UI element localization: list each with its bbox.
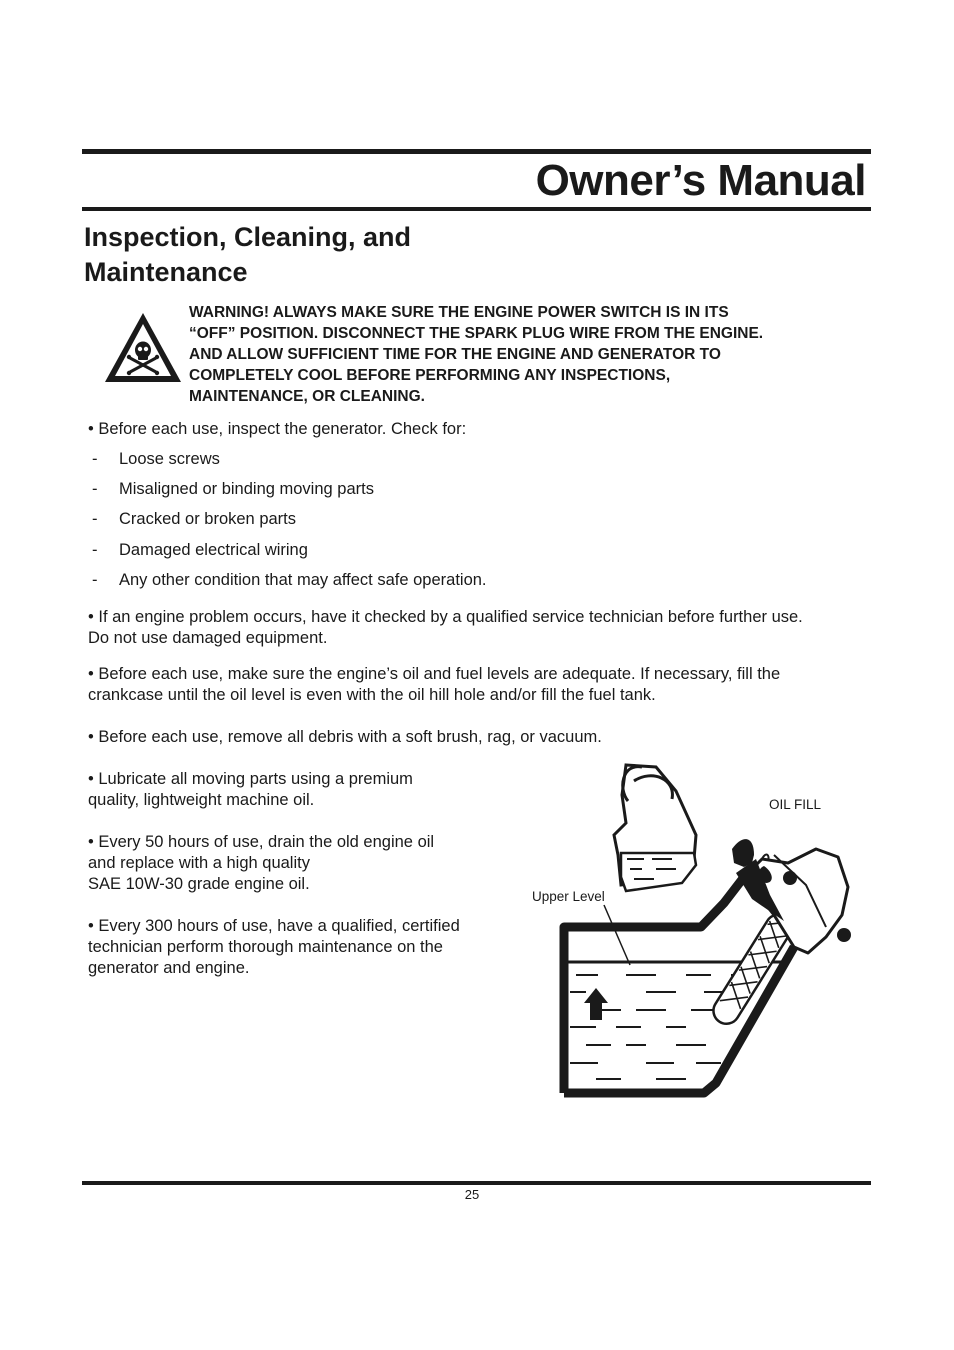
bullet-300-hours: • Every 300 hours of use, have a qualified, certified technician perform thorough maintenance on the generator and engine. — [88, 917, 460, 977]
list-item: - Any other condition that may affect safe operation. — [92, 570, 487, 600]
list-item: - Damaged electrical wiring — [92, 540, 487, 570]
bullet-lubricate: • Lubricate all moving parts using a premium quality, lightweight machine oil. — [88, 770, 413, 809]
checklist-item-text: Any other condition that may affect safe operation. — [119, 570, 487, 589]
checklist-item-text: Cracked or broken parts — [119, 510, 296, 529]
inspection-checklist — [92, 449, 487, 600]
inspection-intro: • Before each use, inspect the generator. Check for: — [88, 420, 467, 438]
checklist-item-text: Damaged electrical wiring — [119, 540, 308, 559]
bullet-remove-debris: • Before each use, remove all debris with a soft brush, rag, or vacuum. — [88, 728, 602, 746]
warning-text: WARNING! ALWAYS MAKE SURE THE ENGINE POWER SWITCH IS IN ITS “OFF” POSITION. DISCONNECT THE SPARK PLUG WIRE FROM THE ENGINE. AND ALLOW SUFFICIENT TIME FOR THE ENGINE AND GENERATOR TO COMPLETELY COOL BEFORE PERFORMING ANY INSPECTIONS, MAINTENANCE, OR CLEANING. — [189, 304, 764, 405]
checklist-item-text: Misaligned or binding moving parts — [119, 480, 374, 499]
bullet-50-hours: • Every 50 hours of use, drain the old engine oil and replace with a high quality SAE 10W-30 grade engine oil. — [88, 833, 435, 893]
header-rule-bottom — [82, 207, 871, 211]
footer-rule — [82, 1181, 871, 1185]
skull-crossbones-warning-icon — [103, 310, 183, 384]
oil-fill-label: OIL FILL — [769, 797, 822, 812]
bullet-engine-problem: • If an engine problem occurs, have it checked by a qualified service technician before further use. Do not use damaged equipment. — [88, 608, 803, 647]
list-item: - Cracked or broken parts — [92, 509, 487, 539]
upper-level-label: Upper Level — [532, 889, 605, 904]
page-number: 25 — [464, 1187, 480, 1202]
checklist-item-text: Loose screws — [119, 450, 220, 468]
list-item: - Misaligned or binding moving parts — [92, 479, 487, 509]
document-title: Owner’s Manual — [535, 156, 866, 205]
section-heading: Inspection, Cleaning, and Maintenance — [84, 222, 412, 287]
bullet-oil-fuel-levels: • Before each use, make sure the engine’s oil and fuel levels are adequate. If necessary, fill the crankcase until the oil level is even with the oil hill hole and/or fill the fuel tank. — [88, 665, 781, 704]
list-item: - Loose screws — [92, 449, 487, 479]
